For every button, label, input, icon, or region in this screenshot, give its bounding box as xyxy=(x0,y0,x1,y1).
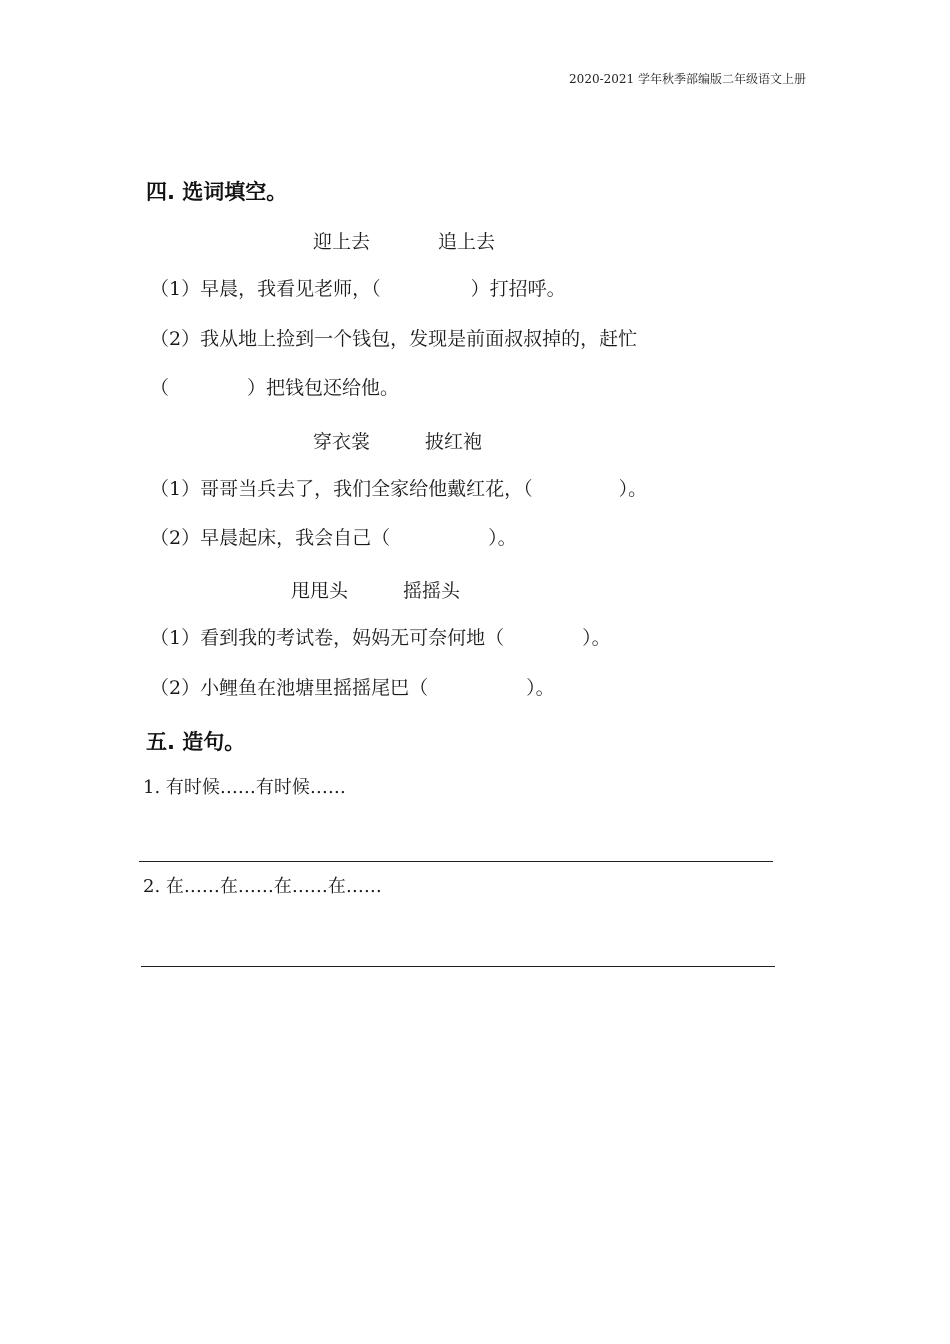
word-choice: 穿衣裳 xyxy=(313,431,371,453)
fill-item xyxy=(150,277,566,301)
word-choice: 追上去 xyxy=(438,231,496,253)
item-text: ）。 xyxy=(618,478,648,500)
item-text: （1）哥哥当兵去了，我们全家给他戴红花，（ xyxy=(150,478,533,500)
section-5-title: 五. 造句。 xyxy=(146,730,246,754)
word-choice: 摇摇头 xyxy=(403,580,461,602)
item-text: ）打招呼。 xyxy=(470,278,566,300)
item-text: ）。 xyxy=(488,527,517,549)
fill-item xyxy=(150,626,611,650)
page-header: 2020-2021 学年秋季部编版二年级语文上册 xyxy=(569,72,806,86)
word-choice: 迎上去 xyxy=(313,231,371,253)
section-4-title: 四. 选词填空。 xyxy=(146,180,288,204)
item-text: ）把钱包还给他。 xyxy=(247,377,400,399)
word-choices-3 xyxy=(291,576,460,603)
fill-item xyxy=(150,676,555,700)
sentence-prompt: 1. 有时候……有时候…… xyxy=(143,777,346,798)
item-text: ）。 xyxy=(526,677,555,699)
word-choice: 甩甩头 xyxy=(291,580,349,602)
item-text: （1）早晨，我看见老师，（ xyxy=(150,278,381,300)
answer-line[interactable] xyxy=(141,966,775,967)
item-text: ）。 xyxy=(582,627,611,649)
item-text: （2）早晨起床，我会自己（ xyxy=(150,527,391,549)
item-text: （1）看到我的考试卷，妈妈无可奈何地（ xyxy=(150,627,505,649)
fill-item xyxy=(150,376,399,400)
item-text: （ xyxy=(150,377,170,399)
answer-line[interactable] xyxy=(139,861,773,862)
item-text: （2）小鲤鱼在池塘里摇摇尾巴（ xyxy=(150,677,429,699)
item-text: （2）我从地上捡到一个钱包，发现是前面叔叔掉的，赶忙 xyxy=(150,328,638,350)
sentence-prompt: 2. 在……在……在……在…… xyxy=(143,876,382,897)
word-choices-1 xyxy=(313,227,495,254)
word-choices-2 xyxy=(313,427,482,454)
word-choice: 披红袍 xyxy=(425,431,483,453)
fill-item xyxy=(150,327,637,351)
fill-item xyxy=(150,477,647,501)
fill-item xyxy=(150,526,517,550)
